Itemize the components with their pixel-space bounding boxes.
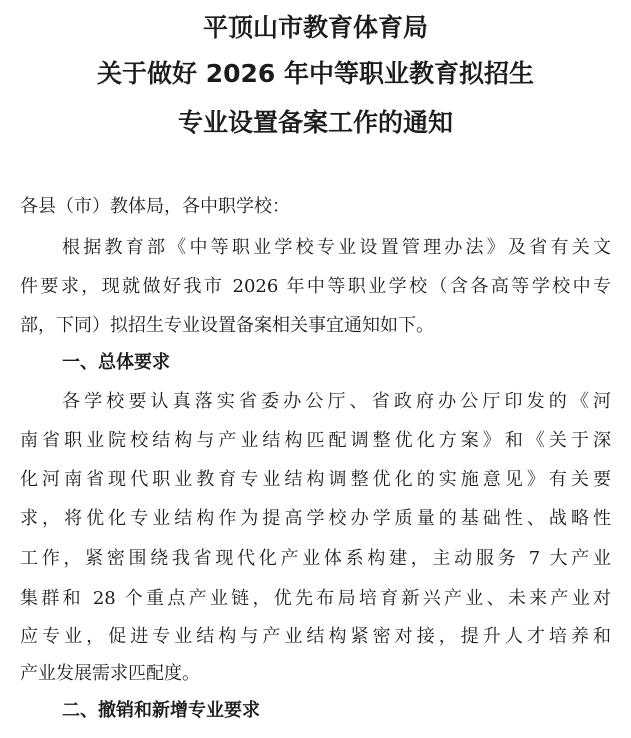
section-1-heading: 一、总体要求 — [62, 352, 170, 373]
section-1-line-5: 工作，紧密围绕我省现代化产业体系构建，主动服务 7 大产业 — [20, 548, 611, 569]
section-1-line-3: 化河南省现代职业教育专业结构调整优化的实施意见》有关要 — [20, 469, 611, 490]
intro-line-2: 件要求，现就做好我市 2026 年中等职业学校（含各高等学校中专 — [20, 276, 611, 297]
section-1-line-6: 集群和 28 个重点产业链，优先布局培育新兴产业、未来产业对 — [20, 588, 611, 609]
section-2-heading: 二、撤销和新增专业要求 — [62, 700, 260, 721]
salutation: 各县（市）教体局，各中职学校： — [20, 196, 290, 217]
section-1-line-4: 求，将优化专业结构作为提高学校办学质量的基础性、战略性 — [20, 508, 611, 529]
section-1-line-1: 各学校要认真落实省委办公厅、省政府办公厅印发的《河 — [62, 391, 611, 412]
intro-line-3: 部，下同）拟招生专业设置备案相关事宜通知如下。 — [20, 315, 434, 336]
section-1-line-8: 产业发展需求匹配度。 — [20, 663, 200, 684]
section-1-line-7: 应专业，促进专业结构与产业结构紧密对接，提升人才培养和 — [20, 626, 611, 647]
document-title-line-3: 专业设置备案工作的通知 — [177, 108, 453, 137]
document-title-line-2: 关于做好 2026 年中等职业教育拟招生 — [97, 59, 534, 88]
document-title-line-1: 平顶山市教育体育局 — [202, 13, 428, 42]
section-1-line-2: 南省职业院校结构与产业结构匹配调整优化方案》和《关于深 — [20, 430, 611, 451]
intro-line-1: 根据教育部《中等职业学校专业设置管理办法》及省有关文 — [62, 237, 611, 258]
